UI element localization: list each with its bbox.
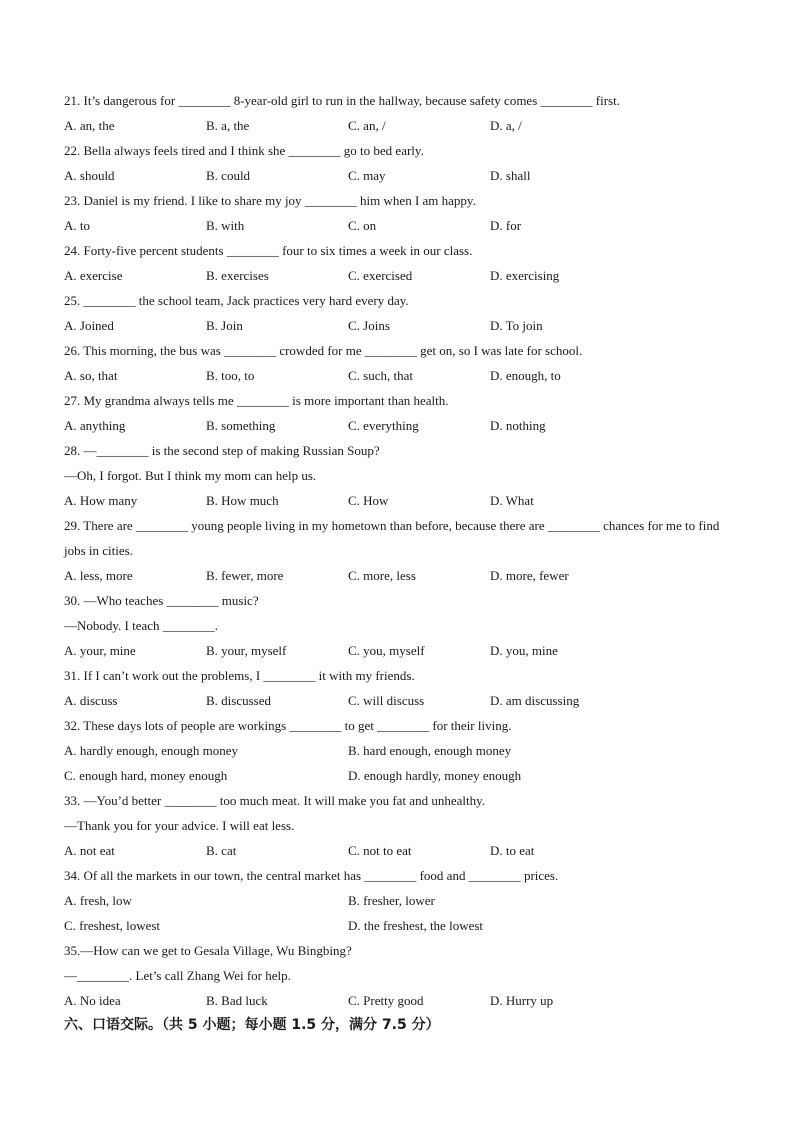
answer-option[interactable]: C. Pretty good	[348, 993, 424, 1008]
options-row	[64, 763, 724, 788]
question-stem: 22. Bella always feels tired and I think she ________ go to bed early.	[64, 143, 424, 158]
answer-option[interactable]: C. enough hard, money enough	[64, 768, 228, 783]
question-stem: 25. ________ the school team, Jack practices very hard every day.	[64, 293, 409, 308]
options-row	[64, 888, 724, 913]
question-stem: 29. There are ________ young people living in my hometown than before, because there are ________ chances for me to find jobs in cities.	[64, 518, 720, 558]
options-row	[64, 638, 724, 663]
answer-option[interactable]: D. a, /	[490, 118, 522, 133]
options-row	[64, 113, 724, 138]
options-row	[64, 988, 724, 1013]
options-row	[64, 213, 724, 238]
answer-option[interactable]: B. hard enough, enough money	[348, 743, 512, 758]
answer-option[interactable]: A. How many	[64, 493, 138, 508]
answer-option[interactable]: C. on	[348, 218, 377, 233]
answer-option[interactable]: D. Hurry up	[490, 993, 554, 1008]
answer-option[interactable]: B. too, to	[206, 368, 255, 383]
options-row	[64, 363, 724, 388]
question-reply: —Oh, I forgot. But I think my mom can help us.	[64, 468, 317, 483]
answer-option[interactable]: D. What	[490, 493, 534, 508]
answer-option[interactable]: D. you, mine	[490, 643, 558, 658]
options-row	[64, 838, 724, 863]
answer-option[interactable]: C. Joins	[348, 318, 390, 333]
options-row	[64, 163, 724, 188]
question-stem: 35.—How can we get to Gesala Village, Wu Bingbing?	[64, 943, 352, 958]
options-row	[64, 313, 724, 338]
answer-option[interactable]: C. exercised	[348, 268, 413, 283]
question-stem: 33. —You’d better ________ too much meat. It will make you fat and unhealthy.	[64, 793, 485, 808]
question-reply: —Thank you for your advice. I will eat less.	[64, 818, 295, 833]
answer-option[interactable]: D. more, fewer	[490, 568, 569, 583]
answer-option[interactable]: A. anything	[64, 418, 126, 433]
question-stem: 30. —Who teaches ________ music?	[64, 593, 259, 608]
answer-option[interactable]: B. could	[206, 168, 251, 183]
answer-option[interactable]: B. exercises	[206, 268, 269, 283]
question-reply: —________. Let’s call Zhang Wei for help.	[64, 968, 291, 983]
answer-option[interactable]: C. freshest, lowest	[64, 918, 161, 933]
answer-option[interactable]: B. fresher, lower	[348, 893, 435, 908]
answer-option[interactable]: D. for	[490, 218, 522, 233]
options-row	[64, 913, 724, 938]
question-stem: 26. This morning, the bus was ________ crowded for me ________ get on, so I was late for school.	[64, 343, 583, 358]
answer-option[interactable]: D. the freshest, the lowest	[348, 918, 484, 933]
answer-option[interactable]: C. such, that	[348, 368, 413, 383]
answer-option[interactable]: B. a, the	[206, 118, 250, 133]
answer-option[interactable]: A. discuss	[64, 693, 118, 708]
answer-option[interactable]: D. to eat	[490, 843, 535, 858]
answer-option[interactable]: D. enough hardly, money enough	[348, 768, 522, 783]
answer-option[interactable]: B. your, myself	[206, 643, 287, 658]
options-row	[64, 738, 724, 763]
answer-option[interactable]: A. hardly enough, enough money	[64, 743, 239, 758]
question-stem: 32. These days lots of people are workings ________ to get ________ for their living.	[64, 718, 512, 733]
answer-option[interactable]: C. How	[348, 493, 389, 508]
answer-option[interactable]: B. Bad luck	[206, 993, 268, 1008]
question-stem: 31. If I can’t work out the problems, I ________ it with my friends.	[64, 668, 415, 683]
question-stem: 28. —________ is the second step of making Russian Soup?	[64, 443, 380, 458]
answer-option[interactable]: B. discussed	[206, 693, 271, 708]
answer-option[interactable]: A. so, that	[64, 368, 118, 383]
options-row	[64, 263, 724, 288]
question-reply: —Nobody. I teach ________.	[64, 618, 219, 633]
question-stem: 23. Daniel is my friend. I like to share my joy ________ him when I am happy.	[64, 193, 476, 208]
answer-option[interactable]: C. not to eat	[348, 843, 412, 858]
answer-option[interactable]: D. To join	[490, 318, 543, 333]
answer-option[interactable]: D. nothing	[490, 418, 546, 433]
answer-option[interactable]: A. No idea	[64, 993, 121, 1008]
answer-option[interactable]: D. enough, to	[490, 368, 561, 383]
question-stem: 27. My grandma always tells me ________ is more important than health.	[64, 393, 449, 408]
answer-option[interactable]: A. fresh, low	[64, 893, 132, 908]
question-list	[64, 88, 724, 1038]
answer-option[interactable]: A. an, the	[64, 118, 115, 133]
answer-option[interactable]: B. fewer, more	[206, 568, 284, 583]
answer-option[interactable]: C. more, less	[348, 568, 416, 583]
answer-option[interactable]: A. your, mine	[64, 643, 136, 658]
question-stem: 24. Forty-five percent students ________ four to six times a week in our class.	[64, 243, 473, 258]
answer-option[interactable]: A. less, more	[64, 568, 133, 583]
answer-option[interactable]: A. exercise	[64, 268, 123, 283]
answer-option[interactable]: B. Join	[206, 318, 243, 333]
question-stem: 34. Of all the markets in our town, the central market has ________ food and ________ prices.	[64, 868, 559, 883]
answer-option[interactable]: B. something	[206, 418, 276, 433]
answer-option[interactable]: D. exercising	[490, 268, 560, 283]
answer-option[interactable]: A. should	[64, 168, 115, 183]
answer-option[interactable]: C. everything	[348, 418, 419, 433]
answer-option[interactable]: A. Joined	[64, 318, 114, 333]
answer-option[interactable]: A. not eat	[64, 843, 115, 858]
answer-option[interactable]: C. will discuss	[348, 693, 425, 708]
options-row	[64, 413, 724, 438]
section-heading: 六、口语交际。（共 5 小题；每小题 1.5 分，满分 7.5 分）	[64, 1017, 440, 1033]
answer-option[interactable]: B. How much	[206, 493, 279, 508]
answer-option[interactable]: B. with	[206, 218, 245, 233]
answer-option[interactable]: C. an, /	[348, 118, 386, 133]
answer-option[interactable]: A. to	[64, 218, 90, 233]
question-stem: 21. It’s dangerous for ________ 8-year-old girl to run in the hallway, because safety comes ________ first.	[64, 93, 620, 108]
options-row	[64, 688, 724, 713]
answer-option[interactable]: D. shall	[490, 168, 531, 183]
answer-option[interactable]: B. cat	[206, 843, 237, 858]
options-row	[64, 488, 724, 513]
answer-option[interactable]: D. am discussing	[490, 693, 580, 708]
options-row	[64, 563, 724, 588]
answer-option[interactable]: C. may	[348, 168, 386, 183]
answer-option[interactable]: C. you, myself	[348, 643, 425, 658]
